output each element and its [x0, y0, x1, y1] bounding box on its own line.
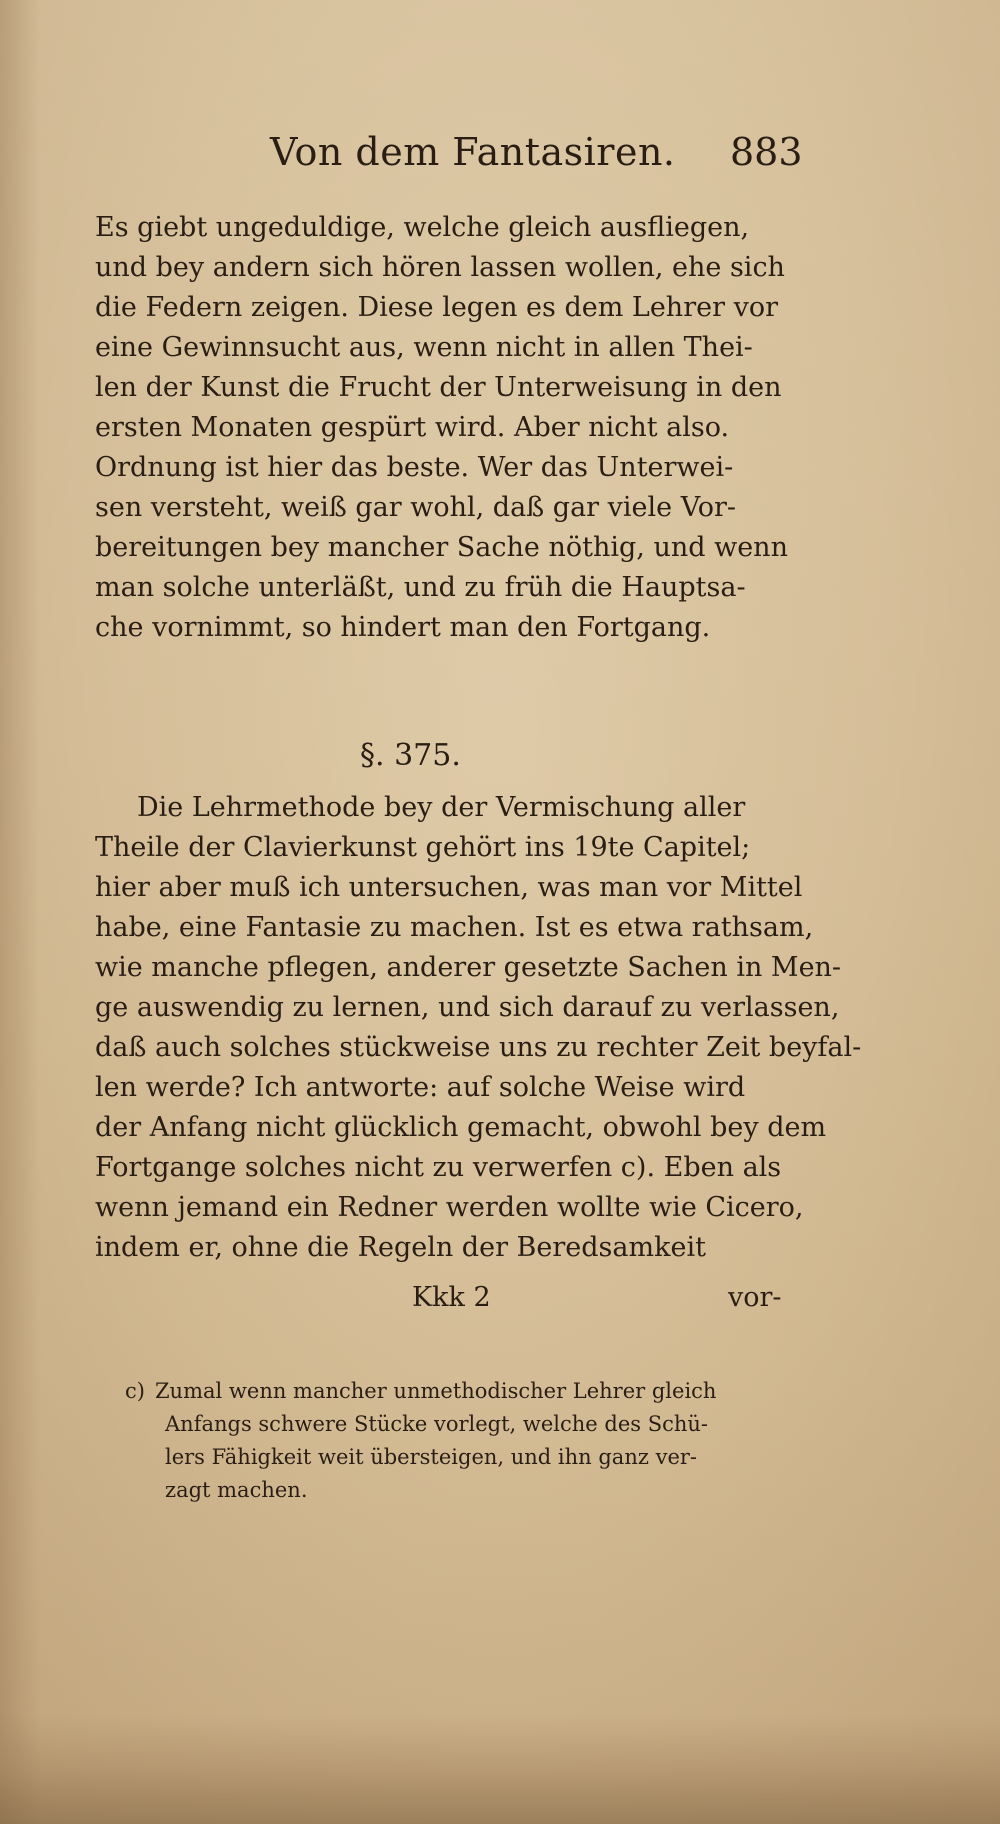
text-line: che vornimmt, so hindert man den Fortgang. — [95, 612, 711, 643]
footnote-line — [125, 1375, 795, 1408]
text-line: Ordnung ist hier das beste. Wer das Unterwei- — [95, 452, 734, 483]
text-line: wenn jemand ein Redner werden wollte wie Cicero, — [95, 1192, 804, 1223]
text-line: eine Gewinnsucht aus, wenn nicht in allen Thei- — [95, 332, 753, 363]
page-number: 883 — [730, 130, 803, 174]
text-line: der Anfang nicht glücklich gemacht, obwohl bey dem — [95, 1112, 827, 1143]
signature-mark: Kkk 2 — [412, 1282, 491, 1313]
section-number: §. 375. — [360, 738, 461, 773]
catchword: vor- — [728, 1282, 782, 1313]
footnote-line: Anfangs schwere Stücke vorlegt, welche des Schü- — [165, 1412, 708, 1436]
text-line: len der Kunst die Frucht der Unterweisung in den — [95, 372, 782, 403]
text-line: indem er, ohne die Regeln der Beredsamkeit — [95, 1232, 706, 1263]
text-line: und bey andern sich hören lassen wollen, ehe sich — [95, 252, 785, 283]
running-head: Von dem Fantasiren. — [270, 130, 676, 174]
text-line: daß auch solches stückweise uns zu rechter Zeit beyfal- — [95, 1032, 862, 1063]
footnote-text: Zumal wenn mancher unmethodischer Lehrer gleich — [154, 1379, 717, 1403]
text-line: ersten Monaten gespürt wird. Aber nicht also. — [95, 412, 730, 443]
footnote-mark: c) — [125, 1379, 145, 1403]
footnote — [125, 1375, 795, 1507]
text-line: hier aber muß ich untersuchen, was man vor Mittel — [95, 872, 803, 903]
text-line: Es giebt ungeduldige, welche gleich ausfliegen, — [95, 212, 750, 243]
footnote-line: lers Fähigkeit weit übersteigen, und ihn ganz ver- — [165, 1445, 698, 1469]
text-line: sen versteht, weiß gar wohl, daß gar viele Vor- — [95, 492, 737, 523]
paragraph-2 — [95, 788, 862, 1268]
footnote-line: zagt machen. — [165, 1478, 308, 1502]
text-line: man solche unterläßt, und zu früh die Hauptsa- — [95, 572, 746, 603]
text-line: habe, eine Fantasie zu machen. Ist es etwa rathsam, — [95, 912, 814, 943]
text-line: len werde? Ich antworte: auf solche Weise wird — [95, 1072, 746, 1103]
paragraph-1 — [95, 208, 795, 648]
page-header — [95, 130, 803, 190]
text-line: Fortgange solches nicht zu verwerfen c). Eben als — [95, 1152, 782, 1183]
text-line: die Federn zeigen. Diese legen es dem Lehrer vor — [95, 292, 778, 323]
text-line: ge auswendig zu lernen, und sich darauf zu verlassen, — [95, 992, 840, 1023]
text-line: bereitungen bey mancher Sache nöthig, und wenn — [95, 532, 788, 563]
text-line: wie manche pflegen, anderer gesetzte Sachen in Men- — [95, 952, 842, 983]
text-line: Die Lehrmethode bey der Vermischung aller — [137, 792, 746, 823]
text-line: Theile der Clavierkunst gehört ins 19te Capitel; — [95, 832, 751, 863]
